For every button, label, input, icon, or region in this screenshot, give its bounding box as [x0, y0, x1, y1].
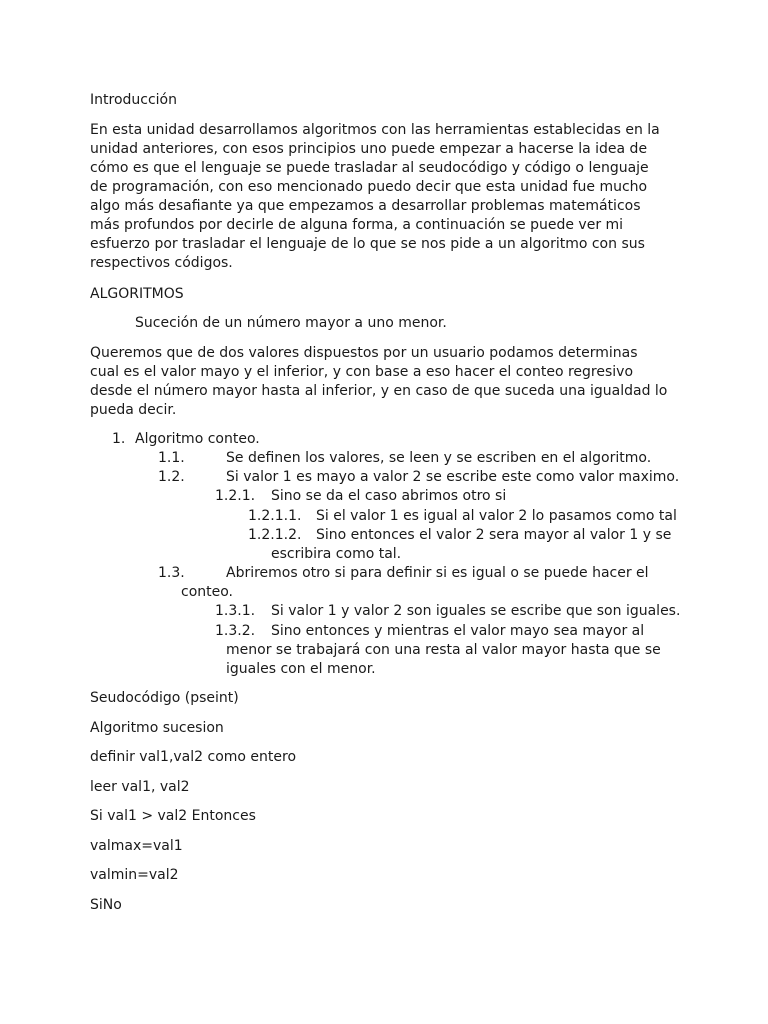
code-heading: Seudocódigo (pseint) [90, 690, 239, 706]
intro-heading: Introducción [90, 92, 177, 108]
outline-item-continuation: menor se trabajará con una resta al valor mayor hasta que se [226, 642, 661, 658]
code-line: valmax=val1 [90, 838, 183, 854]
outline-item-continuation: escribira como tal. [271, 546, 402, 562]
outline-item: Algoritmo conteo. [135, 431, 260, 447]
outline-number: 1.2. [158, 469, 185, 485]
outline-number: 1.2.1.2. [248, 527, 302, 543]
code-line: Algoritmo sucesion [90, 720, 224, 736]
subheading: Suceción de un número mayor a uno menor. [135, 315, 447, 331]
algoritmos-heading: ALGORITMOS [90, 286, 184, 302]
outline-number: 1.1. [158, 450, 185, 466]
outline-item: Abriremos otro si para definir si es igual o se puede hacer el [226, 565, 649, 581]
outline-item: Si valor 1 y valor 2 son iguales se escribe que son iguales. [271, 603, 681, 619]
code-line: Si val1 > val2 Entonces [90, 808, 256, 824]
code-line: valmin=val2 [90, 867, 179, 883]
intro-paragraph: En esta unidad desarrollamos algoritmos con las herramientas establecidas en la unidad anteriores, con esos principios uno puede empezar a hacerse la idea de cómo es que el lenguaje se puede trasladar al seudocódigo y código o lenguaje de programación, con eso mencionado puedo decir que esta unidad fue mucho algo más desafiante ya que empezamos a desarrollar problemas matemáticos más profundos por decirle de alguna forma, a continuación se puede ver mi esfuerzo por trasladar el lenguaje de lo que se nos pide a un algoritmo con sus respectivos códigos. [90, 122, 660, 271]
outline-number: 1.2.1. [215, 488, 256, 504]
outline-item-continuation: conteo. [181, 584, 234, 600]
outline-item: Si el valor 1 es igual al valor 2 lo pasamos como tal [316, 508, 677, 524]
outline-number: 1.3. [158, 565, 185, 581]
outline-number: 1.3.2. [215, 623, 256, 639]
outline-number: 1.3.1. [215, 603, 256, 619]
problem-paragraph: Queremos que de dos valores dispuestos por un usuario podamos determinas cual es el valor mayo y el inferior, y con base a eso hacer el conteo regresivo desde el número mayor hasta al inferior, y en caso de que suceda una igualdad lo pueda decir. [90, 345, 668, 418]
outline-item: Si valor 1 es mayo a valor 2 se escribe este como valor maximo. [226, 469, 680, 485]
outline-item: Sino se da el caso abrimos otro si [271, 488, 507, 504]
outline-item: Sino entonces el valor 2 sera mayor al valor 1 y se [316, 527, 672, 543]
outline-item: Se definen los valores, se leen y se escriben en el algoritmo. [226, 450, 652, 466]
outline-item: Sino entonces y mientras el valor mayo sea mayor al [271, 623, 645, 639]
code-line: SiNo [90, 897, 122, 913]
outline-item-continuation: iguales con el menor. [226, 661, 376, 677]
outline-number: 1. [112, 431, 126, 447]
code-line: leer val1, val2 [90, 779, 190, 795]
code-line: definir val1,val2 como entero [90, 749, 297, 765]
outline-number: 1.2.1.1. [248, 508, 302, 524]
